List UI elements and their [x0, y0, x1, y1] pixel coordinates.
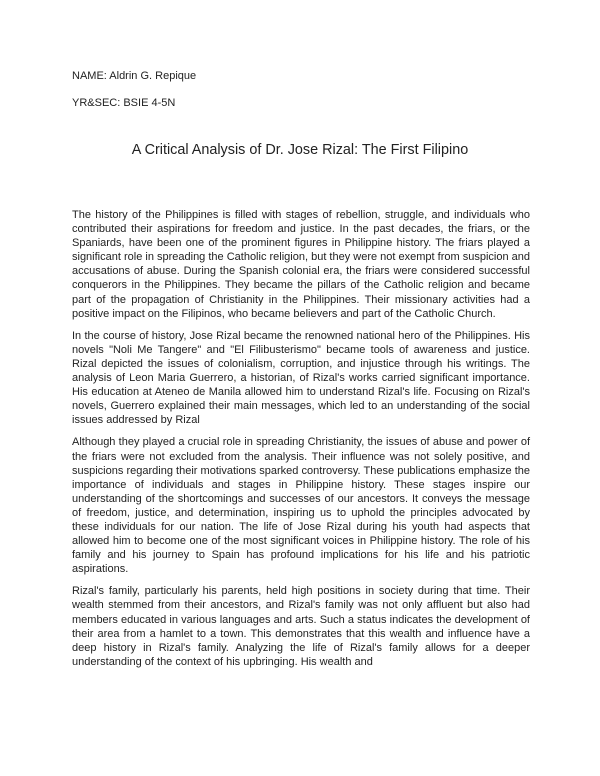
paragraph: Although they played a crucial role in spreading Christianity, the issues of abuse and power of the friars were not excluded from the analysis. Their influence was not solely positive, and suspicions regarding their motivations sparked controversy. These publications emphasize the importance of individuals and stages in Philippine history. These stages inspire our understanding of the shortcomings and successes of our ancestors. It conveys the message of freedom, justice, and determination, inspiring us to uphold the principles advocated by these individuals for our nation. The life of Jose Rizal during his youth had aspects that allowed him to become one of the most significant voices in Philippine history. The role of his family and his journey to Spain has profound implications for his life and his patriotic aspirations. — [72, 436, 530, 576]
author-name: NAME: Aldrin G. Repique — [72, 70, 197, 82]
paragraph: Rizal's family, particularly his parents, held high positions in society during that time. Their wealth stemmed from their ancestors, and Rizal's family was not only affluent but also had members educated in various languages and arts. Such a status indicates the development of their area from a hamlet to a town. This demonstrates that this wealth and influence have a deep history in Rizal's family. Analyzing the life of Rizal's family allows for a deeper understanding of the context of his upbringing. His wealth and — [72, 585, 530, 668]
paragraph: In the course of history, Jose Rizal became the renowned national hero of the Philippines. His novels "Noli Me Tangere" and "El Filibusterismo" became tools of awareness and justice. Rizal depicted the issues of colonialism, corruption, and injustice through his writings. The analysis of Leon Maria Guerrero, a historian, of Rizal's works carried significant importance. His education at Ateneo de Manila allowed him to understand Rizal's life. Focusing on Rizal's novels, Guerrero explained their main messages, which led to an understanding of the social issues addressed by Rizal — [72, 329, 530, 427]
year-section: YR&SEC: BSIE 4-5N — [72, 97, 176, 109]
document-body — [72, 208, 530, 677]
document-title: A Critical Analysis of Dr. Jose Rizal: The First Filipino — [131, 142, 469, 158]
paragraph: The history of the Philippines is filled with stages of rebellion, struggle, and individuals who contributed their aspirations for freedom and justice. In the past decades, the friars, or the Spaniards, have been one of the prominent figures in Philippine history. The friars played a significant role in spreading the Catholic religion, but they were not exempt from suspicion and accusations of abuse. During the Spanish colonial era, the friars were considered successful conquerors in the Philippines. They became the pillars of the Catholic religion and became part of the propagation of Christianity in the Philippines. Their missionary activities had a positive impact on the Filipinos, who became believers and part of the Catholic Church. — [72, 209, 530, 320]
